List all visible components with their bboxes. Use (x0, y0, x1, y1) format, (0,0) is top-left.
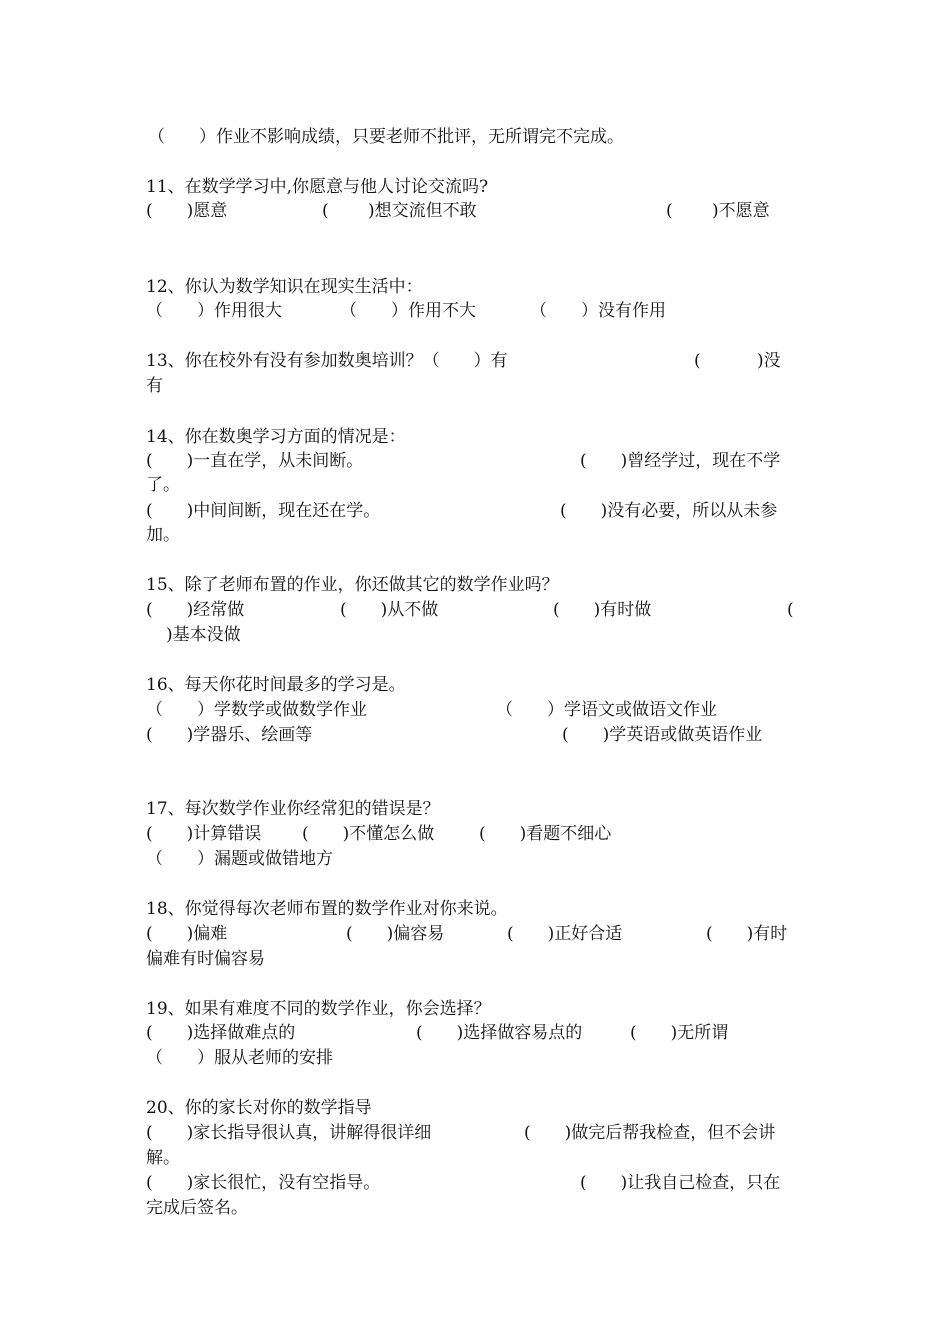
q15-question: 15、除了老师布置的作业，你还做其它的数学作业吗？ (146, 575, 559, 595)
q15-option-a: ( )经常做 (146, 600, 245, 620)
q16-option-d: ( )学英语或做英语作业 (562, 725, 763, 745)
q13-option-b: ( )没 (694, 351, 781, 371)
q15-option-d: ( (787, 600, 794, 620)
q19-option-c: ( )无所谓 (630, 1023, 729, 1043)
q15-option-d-cont: )基本没做 (166, 625, 241, 645)
q11-option-a: ( )愿意 (146, 201, 228, 221)
q12-question: 12、你认为数学知识在现实生活中： (146, 277, 423, 297)
q18-option-a: ( )偏难 (146, 924, 228, 944)
q14-option-d-cont: 加。 (146, 525, 180, 545)
q14-option-b-cont: 了。 (146, 475, 180, 495)
q17-question: 17、每次数学作业你经常犯的错误是？ (146, 799, 440, 819)
q17-option-c: ( )看题不细心 (479, 824, 612, 844)
q12-option-b: （ ）作用不大 (340, 301, 476, 321)
q11-option-b: ( )想交流但不敢 (322, 201, 477, 221)
q11-option-c: ( )不愿意 (666, 201, 770, 221)
q18-option-b: ( )偏容易 (346, 924, 445, 944)
q16-option-b: （ ）学语文或做语文作业 (496, 700, 717, 720)
q18-option-d: ( )有时 (706, 924, 788, 944)
q18-option-d-cont: 偏难有时偏容易 (146, 949, 265, 969)
q15-option-c: ( )有时做 (553, 600, 652, 620)
q15-option-b: ( )从不做 (340, 600, 439, 620)
q16-option-c: ( )学器乐、绘画等 (146, 725, 313, 745)
q10-option-d: （ ）作业不影响成绩，只要老师不批评，无所谓完不完成。 (148, 127, 624, 147)
q20-option-b-cont: 解。 (146, 1148, 180, 1168)
q14-option-d: ( )没有必要，所以从未参 (560, 501, 778, 521)
q12-option-a: （ ）作用很大 (146, 301, 282, 321)
q11-question: 11、在数学学习中,你愿意与他人讨论交流吗? (146, 177, 489, 197)
q19-option-a: ( )选择做难点的 (146, 1023, 296, 1043)
q17-option-d: （ ）漏题或做错地方 (146, 849, 333, 869)
q20-option-a: ( )家长指导很认真，讲解得很详细 (146, 1123, 432, 1143)
q19-option-b: ( )选择做容易点的 (416, 1023, 583, 1043)
q14-option-a: ( )一直在学，从未间断。 (146, 451, 364, 471)
q20-option-d-cont: 完成后签名。 (146, 1198, 248, 1218)
q13-question: 13、你在校外有没有参加数奥培训？（ ）有 (146, 351, 508, 371)
q16-option-a: （ ）学数学或做数学作业 (146, 700, 367, 720)
q18-question: 18、你觉得每次老师布置的数学作业对你来说。 (146, 899, 508, 919)
q14-option-b: ( )曾经学过，现在不学 (580, 451, 781, 471)
q20-option-d: ( )让我自己检查，只在 (580, 1173, 781, 1193)
q18-option-c: ( )正好合适 (507, 924, 623, 944)
q19-question: 19、如果有难度不同的数学作业，你会选择？ (146, 999, 491, 1019)
q17-option-a: ( )计算错误 (146, 824, 262, 844)
q16-question: 16、每天你花时间最多的学习是。 (146, 675, 406, 695)
q13-option-b-cont: 有 (146, 376, 163, 396)
q14-option-c: ( )中间间断，现在还在学。 (146, 501, 381, 521)
q20-option-c: ( )家长很忙，没有空指导。 (146, 1173, 381, 1193)
q14-question: 14、你在数奥学习方面的情况是： (146, 427, 406, 447)
q20-question: 20、你的家长对你的数学指导 (146, 1098, 372, 1118)
q12-option-c: （ ）没有作用 (530, 301, 666, 321)
q17-option-b: ( )不懂怎么做 (302, 824, 435, 844)
q19-option-d: （ ）服从老师的安排 (146, 1048, 333, 1068)
q20-option-b: ( )做完后帮我检查，但不会讲 (524, 1123, 776, 1143)
